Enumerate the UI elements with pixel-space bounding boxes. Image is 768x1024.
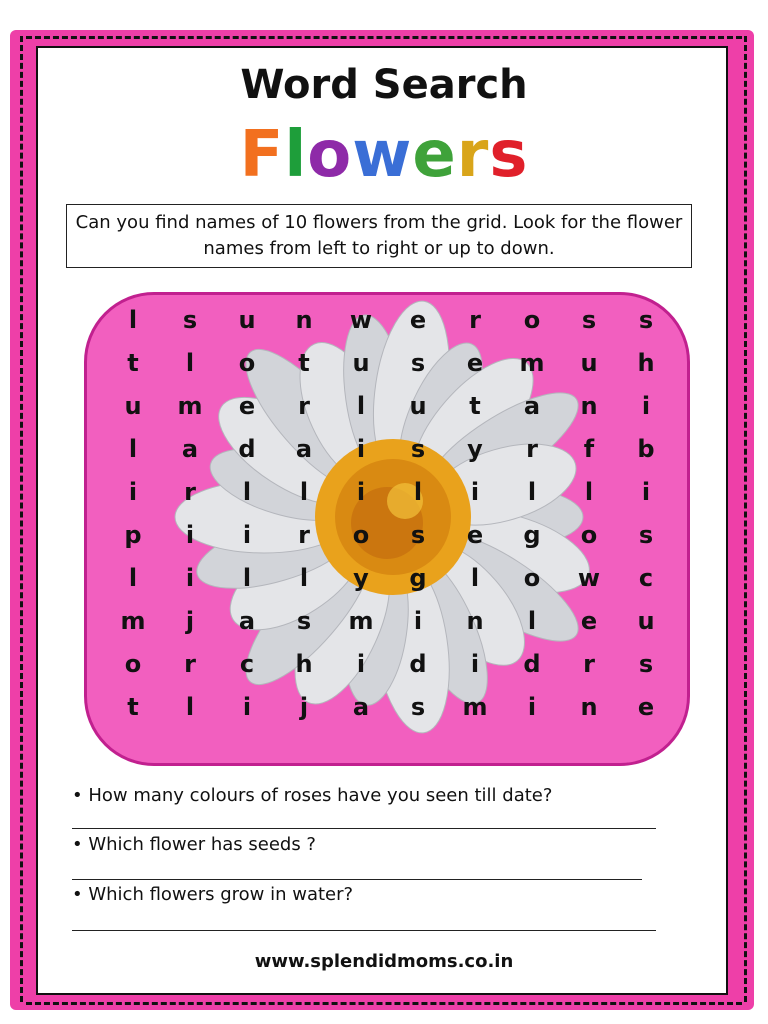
grid-letter[interactable]: y — [467, 435, 483, 463]
grid-letter[interactable]: s — [581, 306, 597, 334]
dashed-border-top — [26, 36, 742, 39]
grid-letter[interactable]: l — [470, 564, 480, 592]
grid-letter[interactable]: s — [638, 650, 654, 678]
grid-letter[interactable]: r — [583, 650, 595, 678]
question-3: • Which flowers grow in water? — [72, 884, 354, 905]
grid-letter[interactable]: a — [238, 607, 256, 635]
grid-letter[interactable]: o — [352, 521, 370, 549]
grid-letter[interactable]: o — [523, 306, 541, 334]
grid-letter[interactable]: m — [519, 349, 545, 377]
grid-letter[interactable]: h — [295, 650, 313, 678]
grid-letter[interactable]: n — [295, 306, 313, 334]
grid-letter[interactable]: r — [184, 650, 196, 678]
grid-letter[interactable]: n — [580, 392, 598, 420]
grid-letter[interactable]: i — [185, 521, 195, 549]
grid-letter[interactable]: c — [638, 564, 654, 592]
subtitle-letter: s — [489, 118, 529, 192]
grid-letter[interactable]: u — [580, 349, 598, 377]
grid-letter[interactable]: a — [352, 693, 370, 721]
grid-letter[interactable]: u — [124, 392, 142, 420]
grid-letter[interactable]: m — [462, 693, 488, 721]
grid-letter[interactable]: l — [413, 478, 423, 506]
grid-letter[interactable]: s — [638, 521, 654, 549]
grid-letter[interactable]: i — [356, 478, 366, 506]
grid-letter[interactable]: o — [580, 521, 598, 549]
grid-letter[interactable]: i — [641, 478, 651, 506]
grid-letter[interactable]: e — [580, 607, 598, 635]
grid-letter[interactable]: n — [466, 607, 484, 635]
grid-letter[interactable]: a — [523, 392, 541, 420]
grid-letter[interactable]: b — [637, 435, 655, 463]
grid-letter[interactable]: m — [177, 392, 203, 420]
dashed-border-bottom — [26, 1002, 742, 1005]
grid-letter[interactable]: l — [128, 306, 138, 334]
grid-letter[interactable]: r — [526, 435, 538, 463]
grid-letter[interactable]: s — [296, 607, 312, 635]
grid-letter[interactable]: i — [185, 564, 195, 592]
subtitle-letter: l — [284, 118, 308, 192]
grid-letter[interactable]: l — [299, 564, 309, 592]
grid-letter[interactable]: s — [182, 306, 198, 334]
grid-letter[interactable]: r — [298, 521, 310, 549]
grid-letter[interactable]: l — [299, 478, 309, 506]
worksheet-subtitle — [0, 118, 768, 192]
subtitle-letter: e — [412, 118, 457, 192]
grid-letter[interactable]: r — [184, 478, 196, 506]
grid-letter[interactable]: l — [584, 478, 594, 506]
grid-letter[interactable]: i — [242, 521, 252, 549]
grid-letter[interactable]: l — [185, 693, 195, 721]
grid-letter[interactable]: s — [410, 349, 426, 377]
subtitle-letter: o — [307, 118, 353, 192]
grid-letter[interactable]: n — [580, 693, 598, 721]
grid-letter[interactable]: l — [527, 478, 537, 506]
grid-letter[interactable]: r — [298, 392, 310, 420]
grid-letter[interactable]: g — [409, 564, 427, 592]
grid-letter[interactable]: i — [470, 478, 480, 506]
grid-letter[interactable]: u — [637, 607, 655, 635]
grid-letter[interactable]: i — [356, 650, 366, 678]
answer-line-1[interactable] — [72, 828, 656, 829]
grid-letter[interactable]: l — [242, 478, 252, 506]
instructions-box: Can you find names of 10 flowers from the grid. Look for the flower names from left to right or up to down. — [66, 204, 692, 268]
grid-letter[interactable]: w — [349, 306, 373, 334]
grid-letter[interactable]: t — [469, 392, 481, 420]
grid-letter[interactable]: d — [523, 650, 541, 678]
grid-letter[interactable]: y — [353, 564, 369, 592]
subtitle-letter: r — [456, 118, 490, 192]
grid-letter[interactable]: u — [352, 349, 370, 377]
grid-letter[interactable]: s — [410, 693, 426, 721]
grid-letter[interactable]: m — [348, 607, 374, 635]
grid-letter[interactable]: r — [469, 306, 481, 334]
grid-letter[interactable]: d — [409, 650, 427, 678]
grid-letter[interactable]: i — [242, 693, 252, 721]
grid-letter[interactable]: d — [238, 435, 256, 463]
worksheet-title: Word Search — [240, 62, 528, 108]
grid-letter[interactable]: i — [527, 693, 537, 721]
answer-line-3[interactable] — [72, 930, 656, 931]
grid-letter[interactable]: i — [470, 650, 480, 678]
grid-letter[interactable]: p — [124, 521, 142, 549]
grid-letter[interactable]: u — [409, 392, 427, 420]
grid-letter[interactable]: t — [127, 349, 139, 377]
grid-letter[interactable]: o — [238, 349, 256, 377]
grid-letter[interactable]: e — [637, 693, 655, 721]
grid-letter[interactable]: u — [238, 306, 256, 334]
grid-letter[interactable]: e — [466, 349, 484, 377]
answer-line-2[interactable] — [72, 879, 642, 880]
grid-letter[interactable]: l — [128, 564, 138, 592]
grid-letter[interactable]: j — [185, 607, 195, 635]
subtitle-letter: F — [239, 118, 285, 192]
grid-letter[interactable]: a — [295, 435, 313, 463]
grid-letter[interactable]: l — [185, 349, 195, 377]
question-1: • How many colours of roses have you seen till date? — [72, 785, 553, 806]
grid-letter[interactable]: e — [238, 392, 256, 420]
grid-letter[interactable]: i — [413, 607, 423, 635]
grid-letter[interactable]: l — [527, 607, 537, 635]
grid-letter[interactable]: l — [128, 435, 138, 463]
grid-letter[interactable]: g — [523, 521, 541, 549]
grid-letter[interactable]: s — [410, 435, 426, 463]
grid-letter[interactable]: c — [239, 650, 255, 678]
grid-letter[interactable]: l — [242, 564, 252, 592]
grid-letter[interactable]: f — [583, 435, 595, 463]
grid-letter[interactable]: a — [181, 435, 199, 463]
grid-letter[interactable]: m — [120, 607, 146, 635]
grid-letter[interactable]: i — [641, 392, 651, 420]
grid-letter[interactable]: w — [577, 564, 601, 592]
grid-letter[interactable]: i — [128, 478, 138, 506]
question-2: • Which flower has seeds ? — [72, 834, 316, 855]
subtitle-letter: w — [352, 118, 413, 192]
grid-letter[interactable]: h — [637, 349, 655, 377]
grid-letter[interactable]: j — [299, 693, 309, 721]
grid-letter[interactable]: i — [356, 435, 366, 463]
grid-letter[interactable]: l — [356, 392, 366, 420]
grid-letter[interactable]: t — [298, 349, 310, 377]
website-url[interactable]: www.splendidmoms.co.in — [254, 951, 514, 972]
grid-letter[interactable]: o — [124, 650, 142, 678]
grid-letter[interactable]: t — [127, 693, 139, 721]
grid-letter[interactable]: o — [523, 564, 541, 592]
grid-letter[interactable]: e — [466, 521, 484, 549]
grid-letter[interactable]: s — [410, 521, 426, 549]
grid-letter[interactable]: s — [638, 306, 654, 334]
grid-letter[interactable]: e — [409, 306, 427, 334]
